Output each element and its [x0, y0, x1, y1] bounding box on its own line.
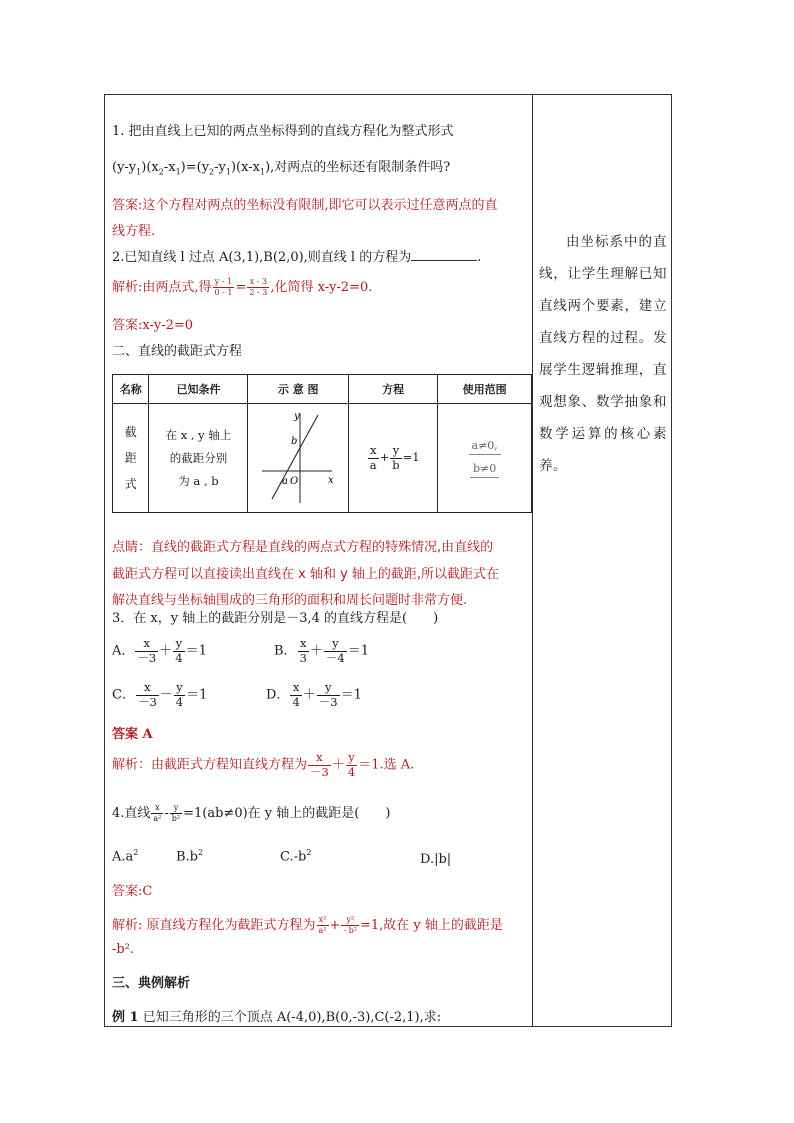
x-axis-label: x — [328, 474, 334, 486]
q3-stem: 3．在 x，y 轴上的截距分别是－3,4 的直线方程是( ) — [112, 611, 439, 626]
example1-text: 例 1 已知三角形的三个顶点 A(-4,0),B(0,-3),C(-2,1),求: — [112, 1010, 442, 1025]
equation-cell: $\frac{x}{a}$ + $\frac{y}{b}$ =1 — [349, 404, 438, 513]
fraction: $\frac{y}{b}$ — [392, 443, 400, 472]
fraction: $\frac{x}{a}$ — [369, 443, 377, 472]
section3-title: 三、典例解析 — [112, 976, 191, 991]
q1-answer-line1: 答案:这个方程对两点的坐标没有限制,即它可以表示过任意两点的直 — [112, 198, 498, 213]
b-label: b — [291, 435, 298, 447]
q4-option-c: $C.-b^2$ — [280, 848, 312, 865]
q3-option-b: B． $\frac{x}{3}$ ＋ $\frac{y}{-4}$ ＝1 — [274, 636, 370, 665]
section2-title: 二、直线的截距式方程 — [112, 344, 243, 359]
y-axis-label: y — [294, 410, 300, 422]
q4-solution: 解析: 原直线方程化为截距式方程为 $\frac{\text{x²}}{\text{a²}}$ + $\frac{\text{y²}}{\text{- b²}}$ =1,故在 y 轴上的截距是 — [112, 915, 503, 935]
range-cell: a≠0, b≠0 — [438, 404, 532, 513]
table-header-row — [113, 375, 532, 404]
column-divider — [532, 94, 533, 1027]
table-header: 示 意 图 — [248, 375, 349, 404]
q4-option-a: $A.a^2$ — [112, 848, 139, 865]
intercept-diagram — [258, 407, 338, 507]
q1-line1: 1. 把由直线上已知的两点坐标得到的直线方程化为整式形式 — [112, 124, 454, 139]
q2-solution: 解析:由两点式,得 $\frac{y - 1}{0 - 1}$ = $\frac{x - 3}{2 - 3}$ ,化简得 x-y-2=0. — [112, 277, 373, 297]
q4-solution-line2: -b². — [112, 942, 135, 957]
teaching-intent-text: 由坐标系中的直线，让学生理解已知直线两个要素，建立直线方程的过程。发展学生逻辑推理，直观想象、数学抽象和数学运算的核心素养。 — [539, 234, 667, 474]
table-header: 方程 — [349, 375, 438, 404]
note-line1: 点睛：直线的截距式方程是直线的两点式方程的特殊情况,由直线的 — [112, 540, 494, 555]
condition-cell: 在 x , y 轴上 的截距分别 为 a , b — [149, 404, 248, 513]
answer-blank — [411, 250, 477, 261]
q2-answer: 答案:x-y-2=0 — [112, 318, 194, 333]
table-header: 已知条件 — [149, 375, 248, 404]
q4-answer: 答案:C — [112, 884, 153, 899]
fraction: $\frac{y - 1}{0 - 1}$ — [214, 277, 233, 297]
q4-option-d: D.|b| — [420, 852, 452, 867]
table-header: 使用范围 — [438, 375, 532, 404]
q4-stem: 4.直线 $\frac{x}{\text{a²}}$ - $\frac{y}{\text{b²}}$ =1(ab≠0)在 y 轴上的截距是( ) — [112, 803, 391, 823]
q1-equation: $(y-y_1)(x_2-x_1)=(y_2-y_1)(x-x_1)$,对两点的坐标还有限制条件吗? — [112, 160, 451, 177]
q3-option-a: A． $\frac{x}{-3}$ ＋ $\frac{y}{4}$ ＝1 — [112, 636, 207, 665]
q3-answer: 答案 A — [112, 727, 153, 742]
name-cell: 截 距 式 — [113, 404, 149, 513]
teaching-intent-column — [539, 226, 667, 482]
table-row — [113, 404, 532, 513]
intercept-form-table — [112, 374, 532, 513]
note-line2: 截距式方程可以直接读出直线在 x 轴和 y 轴上的截距,所以截距式在 — [112, 567, 500, 582]
origin-label: O — [290, 475, 299, 487]
diagram-cell — [248, 404, 349, 513]
table-header: 名称 — [113, 375, 149, 404]
q3-solution: 解析：由截距式方程知直线方程为 $\frac{x}{-3}$ ＋ $\frac{y}{4}$ ＝1.选 A. — [112, 750, 415, 779]
note-line3: 解决直线与坐标轴围成的三角形的面积和周长问题时非常方便. — [112, 593, 468, 608]
a-label: a — [282, 475, 289, 487]
q1-answer-line2: 线方程. — [112, 224, 156, 239]
q3-option-c: C． $\frac{x}{-3}$ － $\frac{y}{4}$ ＝1 — [112, 680, 208, 709]
q4-option-b: $B.b^2$ — [176, 848, 204, 865]
q3-option-d: D． $\frac{x}{4}$ ＋ $\frac{y}{-3}$ ＝1 — [266, 680, 362, 709]
q2-question: 2.已知直线 l 过点 A(3,1),B(2,0),则直线 l 的方程为 . — [112, 250, 482, 265]
fraction: $\frac{x - 3}{2 - 3}$ — [249, 277, 268, 297]
